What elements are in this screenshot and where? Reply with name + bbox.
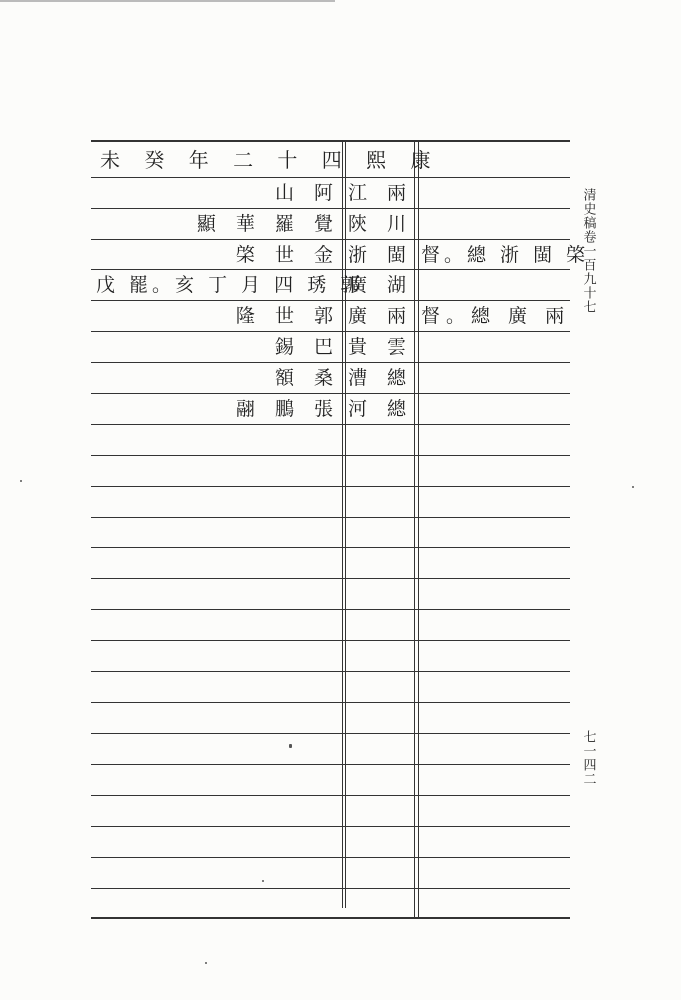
- row-rule: [91, 671, 570, 672]
- row-rule: [91, 640, 570, 641]
- row-rule: [91, 826, 570, 827]
- official-name: 翮 鵬 張: [235, 398, 340, 420]
- row-rule: [91, 764, 570, 765]
- official-name: 額 桑: [274, 367, 340, 389]
- row-rule: [91, 702, 570, 703]
- official-name: 戊 罷。亥 丁 月 四 琇 郭: [96, 274, 364, 296]
- ink-speck: [289, 744, 292, 748]
- official-name: 錫 巴: [274, 336, 340, 358]
- post-region: 漕 總: [348, 367, 414, 389]
- ink-speck: [205, 962, 207, 964]
- row-rule: [91, 888, 570, 889]
- row-rule: [91, 547, 570, 548]
- ink-speck: [632, 486, 634, 488]
- volume-title: 清史稿卷一百九十七: [580, 188, 596, 314]
- row-rule: [91, 857, 570, 858]
- appointment-note: 督。總 廣 兩: [421, 305, 571, 327]
- row-rule: [91, 486, 570, 487]
- post-region: 廣 兩: [348, 305, 414, 327]
- row-rule: [91, 795, 570, 796]
- ink-speck: [20, 480, 22, 482]
- page-number: 七一四二: [580, 730, 596, 786]
- post-region: 江 兩: [348, 182, 414, 204]
- column-rule: [414, 140, 415, 917]
- column-rule: [418, 140, 419, 917]
- post-region: 廣 湖: [348, 274, 414, 296]
- row-rule: [91, 609, 570, 610]
- scan-edge: [0, 0, 335, 2]
- post-region: 浙 閩: [348, 244, 414, 266]
- row-rule: [91, 455, 570, 456]
- appointment-note: 督。總 浙 閩 棨: [421, 244, 590, 266]
- row-rule: [91, 733, 570, 734]
- post-region: 陝 川: [348, 213, 414, 235]
- row-rule: [91, 517, 570, 518]
- post-region: 河 總: [348, 398, 414, 420]
- official-name: 山 阿: [274, 182, 340, 204]
- ink-speck: [262, 880, 264, 882]
- row-rule: [91, 424, 570, 425]
- official-name: 顯 華 羅 覺: [196, 213, 340, 235]
- official-name: 隆 世 郭: [235, 305, 340, 327]
- table-top-border: [91, 140, 570, 142]
- column-rule: [345, 140, 346, 908]
- year-header: 未 癸 年 二 十 四 熙 康: [100, 148, 440, 172]
- table-bottom-border: [91, 917, 570, 919]
- column-rule: [342, 140, 343, 908]
- row-rule: [91, 578, 570, 579]
- official-name: 棨 世 金: [235, 244, 340, 266]
- post-region: 貴 雲: [348, 336, 414, 358]
